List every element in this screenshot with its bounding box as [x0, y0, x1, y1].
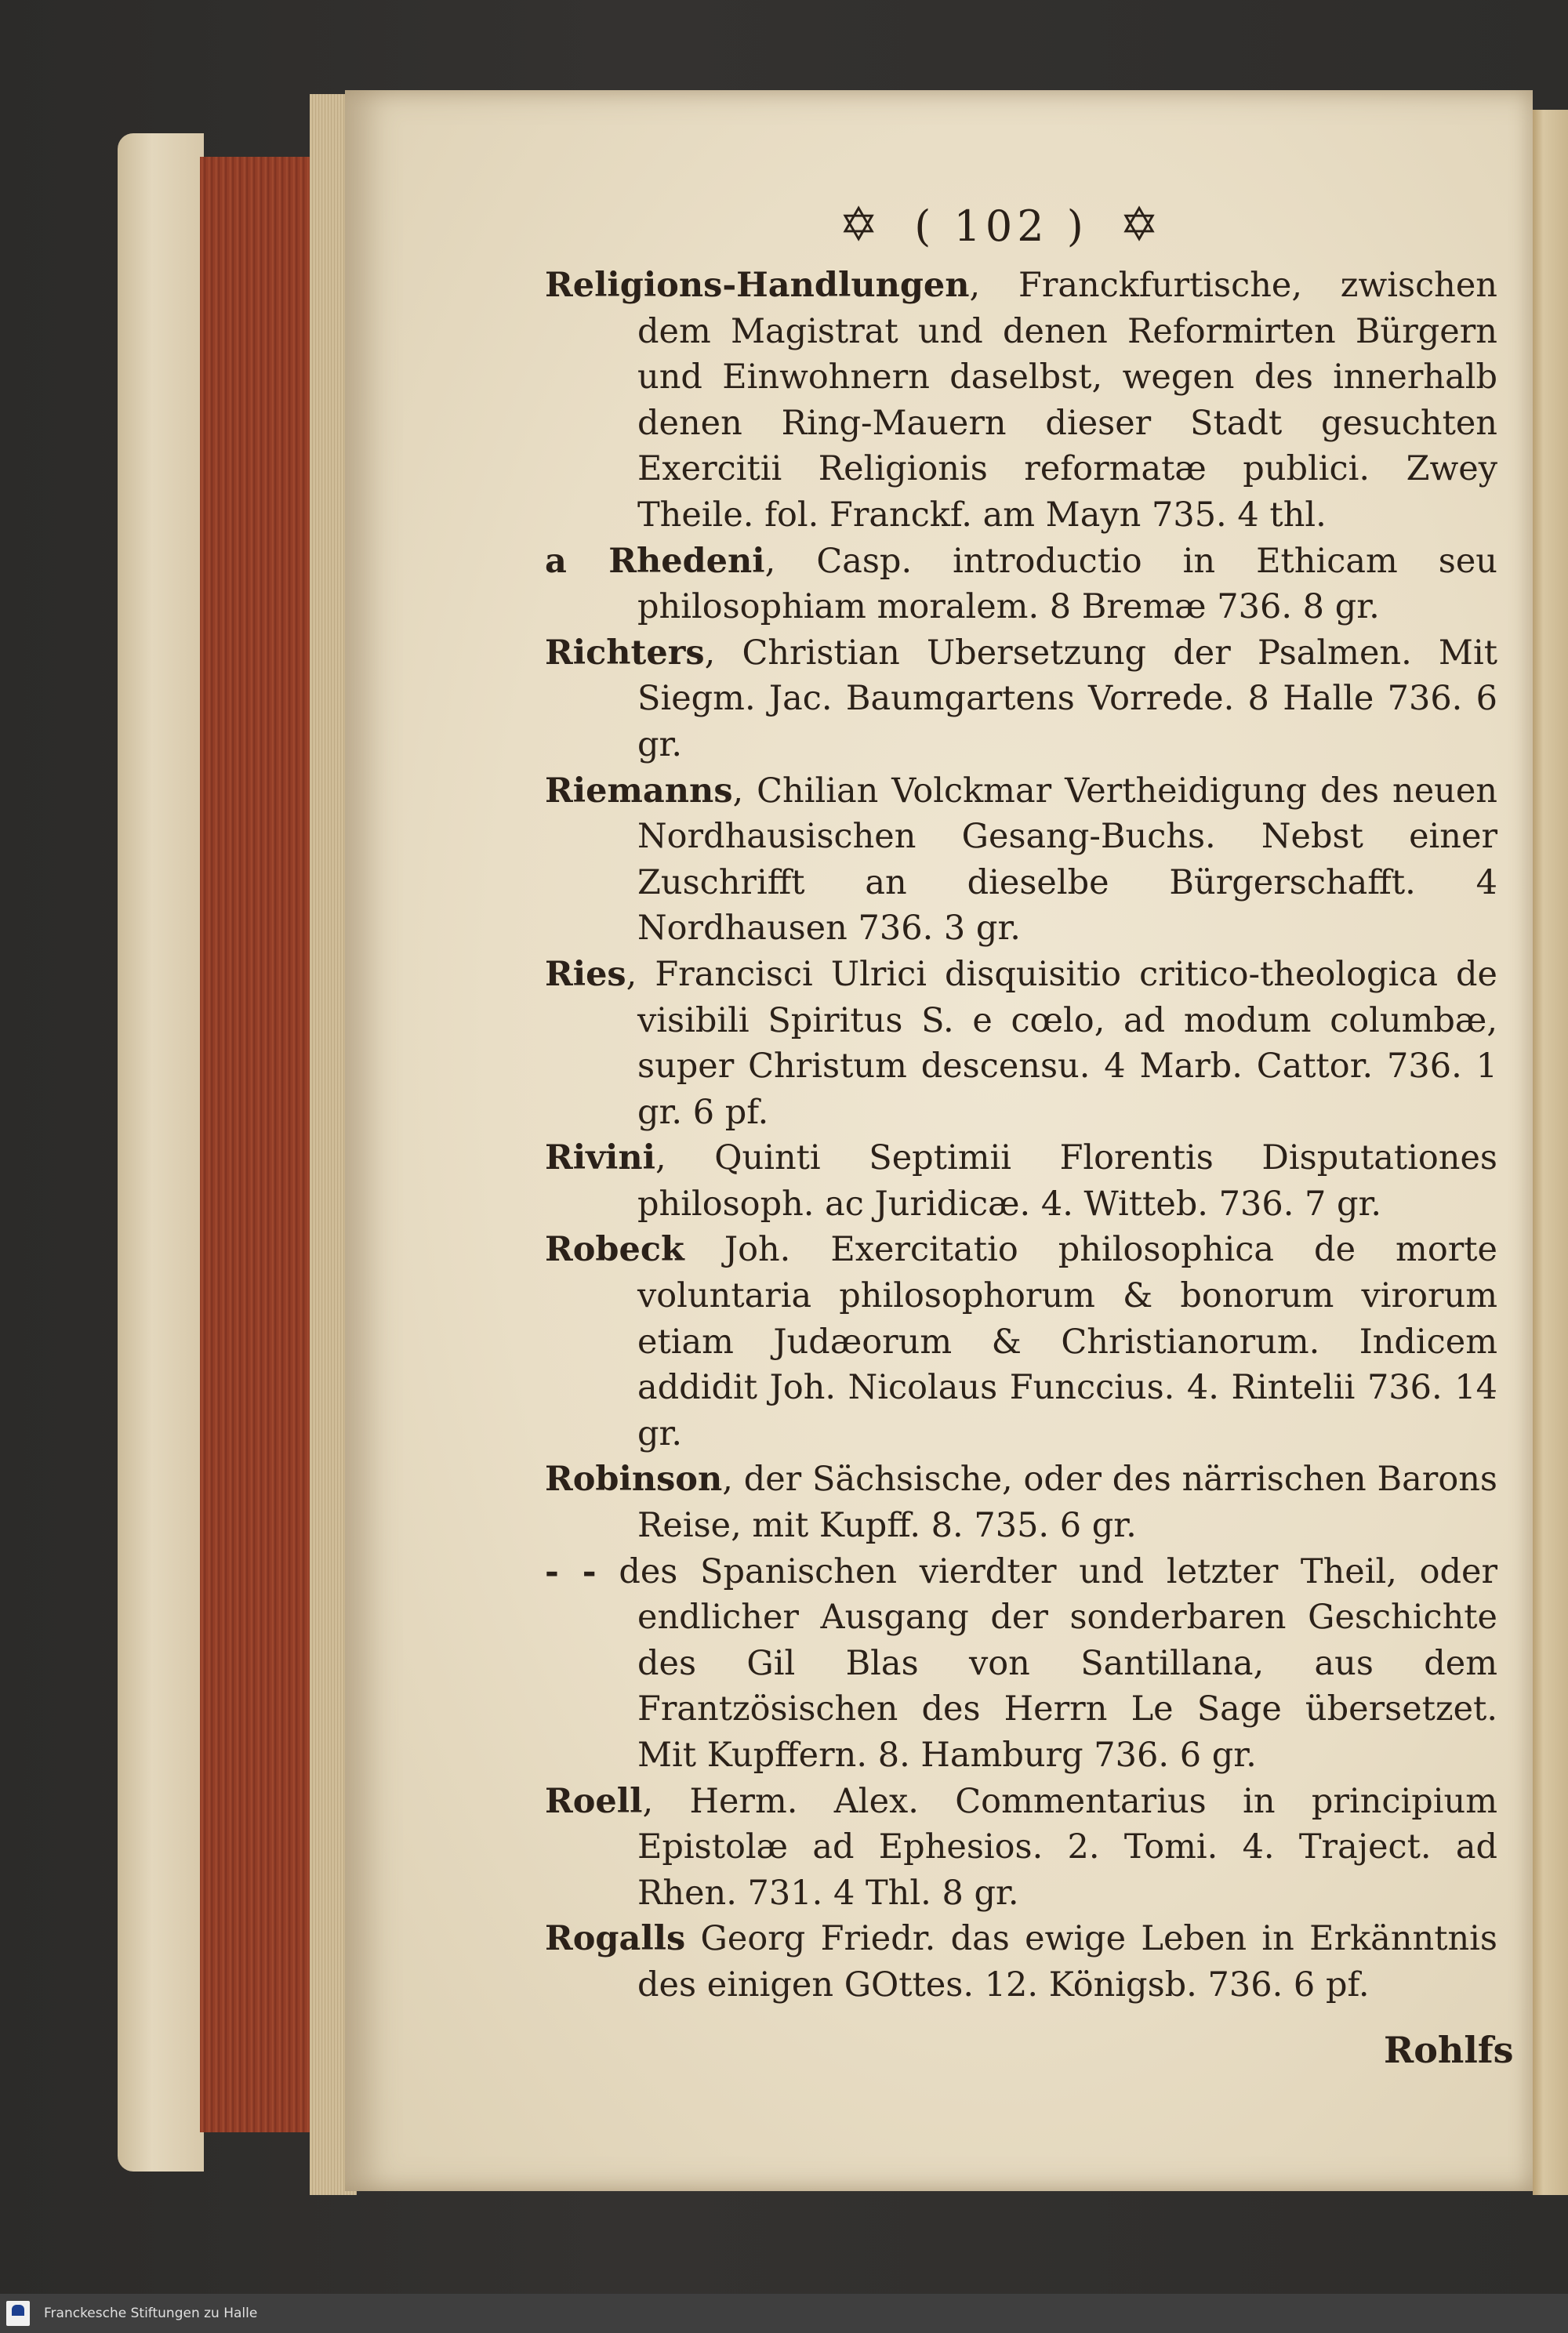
entry-name: Ries [545, 954, 626, 994]
catalog-entry [545, 952, 1497, 1135]
entry-text: , Quinti Septimii Florentis Disputationes philosoph. ac Juridicæ. 4. Witteb. 736. 7 gr. [637, 1138, 1497, 1224]
entry-text: , der Sächsische, oder des närrischen Barons Reise, mit Kupff. 8. 735. 6 gr. [637, 1460, 1497, 1546]
footer-credit: Franckesche Stiftungen zu Halle [44, 2306, 258, 2321]
catalog-entry [545, 1779, 1497, 1917]
entry-text: , Francisci Ulrici disquisitio critico-theologica de visibili Spiritus S. e cœlo, ad modum columbæ, super Christum descensu. 4 Marb. Cattor. 736. 1 gr. 6 pf. [626, 954, 1497, 1132]
entry-text: Joh. Exercitatio philosophica de morte voluntaria philosophorum & bonorum virorum etiam Judæorum & Christianorum. Indicem addidit Joh. Nicolaus Funccius. 4. Rintelii 736. 14 gr. [637, 1230, 1497, 1453]
entry-name: - - [545, 1551, 597, 1591]
entry-text: , Herm. Alex. Commentarius in principium Epistolæ ad Ephesios. 2. Tomi. 4. Traject. ad Rhen. 731. 4 Thl. 8 gr. [637, 1781, 1497, 1913]
entry-text: , Casp. introductio in Ethicam seu philosophiam moralem. 8 Bremæ 736. 8 gr. [637, 541, 1498, 627]
entry-name: Roell [545, 1781, 643, 1821]
catalog-entry [545, 539, 1497, 630]
entry-name: Rogalls [545, 1919, 686, 1959]
catalog-entry [545, 1227, 1497, 1457]
star-ornament-right-icon: ✡ [1119, 198, 1164, 252]
catalog-entry [545, 768, 1497, 952]
page-header [808, 198, 1195, 252]
entry-text: Georg Friedr. das ewige Leben in Erkänntnis des einigen GOttes. 12. Königsb. 736. 6 pf. [637, 1919, 1497, 2005]
entry-name: Robinson [545, 1460, 723, 1500]
catalog-entry [545, 1916, 1497, 2008]
catchword: Rohlfs [1384, 2029, 1514, 2071]
catalog-entry [545, 1549, 1497, 1779]
entry-text: , Chilian Volckmar Vertheidigung des neuen Nordhausischen Gesang-Buchs. Nebst einer Zuschrifft an dieselbe Bürgerschafft. 4 Nordhausen 736. 3 gr. [637, 771, 1497, 949]
star-ornament-left-icon: ✡ [839, 198, 884, 252]
entry-name: Robeck [545, 1230, 684, 1270]
institution-logo-icon [6, 2301, 30, 2326]
entry-name: a Rhedeni [545, 541, 765, 581]
page-number: ( 102 ) [914, 201, 1088, 251]
book-red-edge [200, 157, 318, 2132]
catalog-entry [545, 263, 1497, 539]
catalog-entry [545, 1457, 1497, 1548]
entry-text: , Christian Ubersetzung der Psalmen. Mit Siegm. Jac. Baumgartens Vorrede. 8 Halle 736. 6 gr. [637, 633, 1497, 764]
catalog-entry [545, 1135, 1497, 1227]
entry-name: Rivini [545, 1138, 655, 1178]
facing-page-edge [1533, 110, 1568, 2195]
entry-name: Riemanns [545, 771, 733, 811]
catalog-entry [545, 630, 1497, 768]
entry-name: Religions-Handlungen [545, 266, 970, 305]
entry-text: , Franckfurtische, zwischen dem Magistrat und denen Reformirten Bürgern und Einwohnern daselbst, wegen des innerhalb denen Ring-Mauern dieser Stadt gesuchten Exercitii Religionis reformatæ publici. Zwey Theile. fol. Franckf. am Mayn 735. 4 thl. [637, 266, 1497, 535]
footer-bar [0, 2294, 1568, 2333]
entry-name: Richters [545, 633, 705, 673]
book-left-pages [118, 133, 204, 2172]
catalog-entries [545, 263, 1497, 2008]
entry-text: des Spanischen vierdter und letzter Theil, oder endlicher Ausgang der sonderbaren Geschichte des Gil Blas von Santillana, aus dem Frantzösischen des Herrn Le Sage übersetzet. Mit Kupffern. 8. Hamburg 736. 6 gr. [596, 1551, 1497, 1775]
